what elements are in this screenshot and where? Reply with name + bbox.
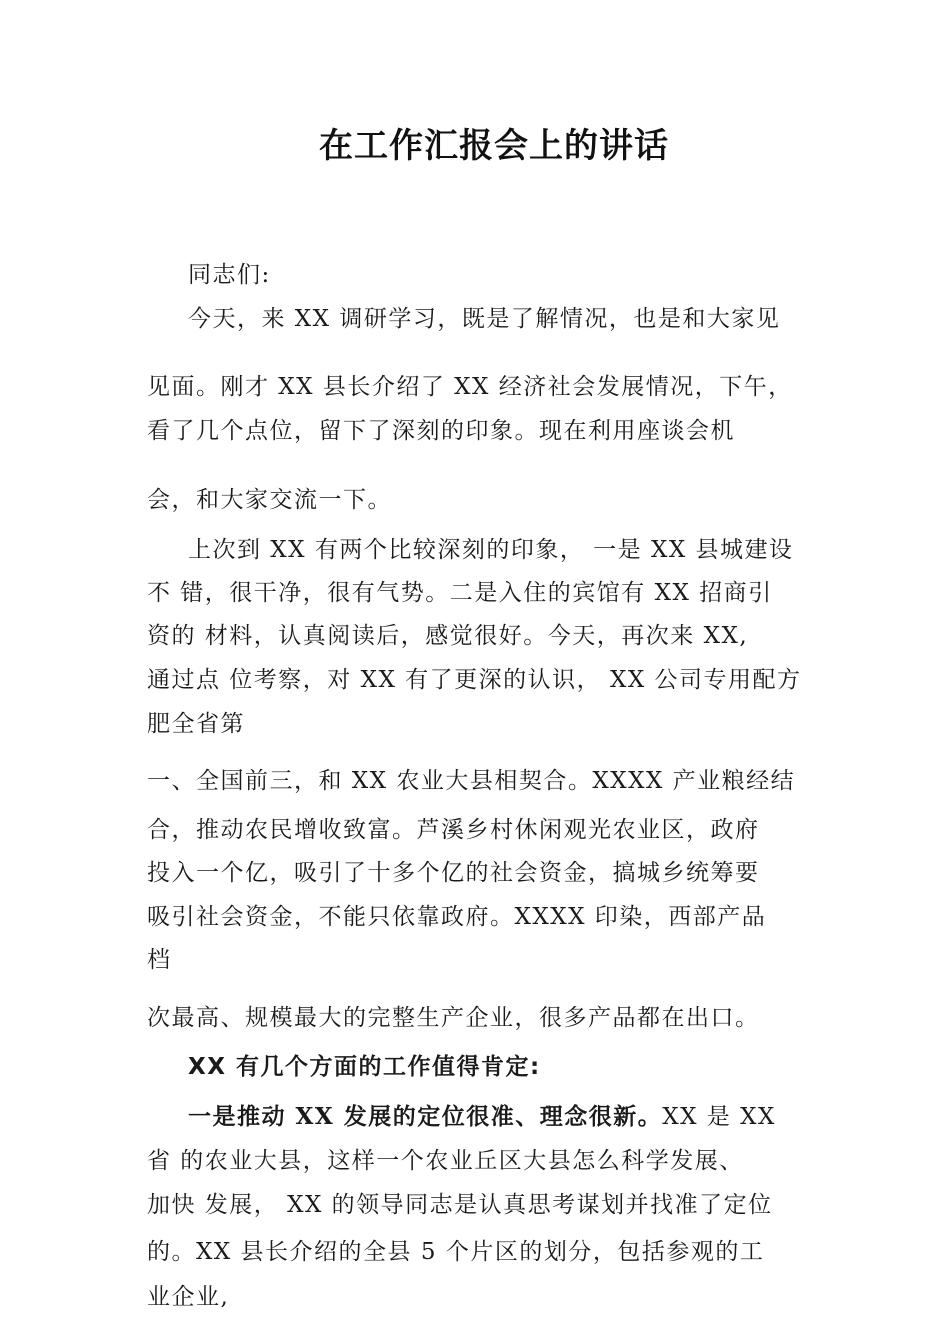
paragraph-line: 次最高、规模最大的完整生产企业，很多产品都在出口。 (147, 1005, 760, 1031)
paragraph-line: 上次到 XX 有两个比较深刻的印象， 一是 XX 县城建设 (188, 537, 794, 563)
paragraph-line: 肥全省第 (147, 711, 245, 737)
section-heading: XX 有几个方面的工作值得肯定: (188, 1054, 541, 1080)
point-heading: 一是推动 XX 发展的定位很准、理念很新。 (188, 1103, 663, 1130)
paragraph-line: 不 错，很干净，很有气势。二是入住的宾馆有 XX 招商引 (147, 580, 773, 606)
paragraph-line: 业企业, (147, 1284, 230, 1310)
paragraph-line: 通过点 位考察，对 XX 有了更深的认识， XX 公司专用配方 (147, 667, 802, 693)
salutation: 同志们: (188, 262, 271, 288)
paragraph-line: 看了几个点位，留下了深刻的印象。现在利用座谈会机 (147, 418, 735, 444)
paragraph-line: 今天，来 XX 调研学习，既是了解情况，也是和大家见 (188, 306, 781, 332)
paragraph-line: 资的 材料，认真阅读后，感觉很好。今天，再次来 XX, (147, 623, 749, 649)
paragraph-line (188, 1102, 776, 1132)
point-text: XX 是 XX (662, 1104, 776, 1130)
paragraph-line: 加快 发展， XX 的领导同志是认真思考谋划并找准了定位 (147, 1192, 773, 1218)
paragraph-line: 投入一个亿，吸引了十多个亿的社会资金，搞城乡统筹要 (147, 860, 760, 886)
paragraph-line: 的。XX 县长介绍的全县 5 个片区的划分，包括参观的工 (147, 1239, 765, 1265)
paragraph-line: 会，和大家交流一下。 (147, 487, 392, 513)
document-title: 在工作汇报会上的讲话 (319, 126, 669, 166)
paragraph-line: 见面。刚才 XX 县长介绍了 XX 经济社会发展情况，下午， (147, 374, 793, 400)
paragraph-line: 合，推动农民增收致富。芦溪乡村休闲观光农业区，政府 (147, 817, 760, 843)
paragraph-line: 一、全国前三，和 XX 农业大县相契合。XXXX 产业粮经结 (147, 768, 796, 794)
paragraph-line: 档 (147, 947, 172, 973)
paragraph-line: 省 的农业大县，这样一个农业丘区大县怎么科学发展、 (147, 1148, 744, 1174)
paragraph-line: 吸引社会资金，不能只依靠政府。XXXX 印染，西部产品 (147, 904, 767, 930)
